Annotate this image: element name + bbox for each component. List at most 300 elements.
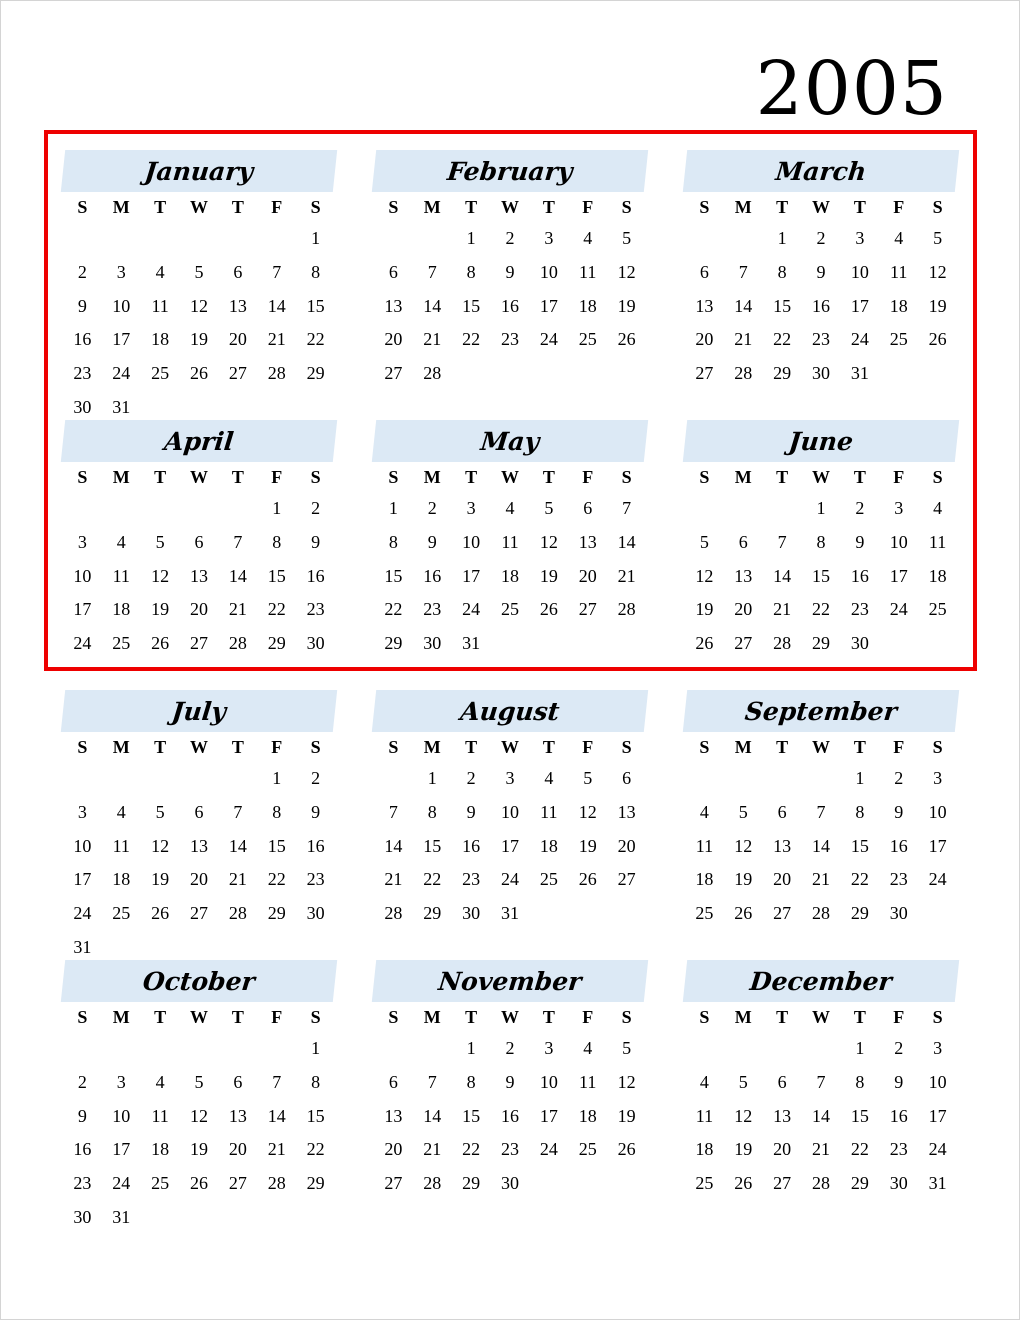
weekday-label: T	[542, 736, 555, 757]
day-9: 9	[427, 532, 437, 553]
weekday-label: S	[699, 466, 710, 487]
day-7: 7	[272, 1072, 282, 1093]
day-5: 5	[155, 802, 165, 823]
day-27: 27	[734, 633, 753, 654]
day-12: 12	[734, 835, 753, 856]
day-7: 7	[427, 1072, 437, 1093]
day-9: 9	[894, 802, 904, 823]
weekday-label: W	[811, 196, 830, 217]
day-2: 2	[466, 768, 476, 789]
day-1: 1	[855, 768, 865, 789]
weekday-label: T	[542, 466, 555, 487]
month-october	[63, 960, 335, 1234]
day-20: 20	[695, 329, 714, 350]
day-30: 30	[73, 396, 92, 417]
day-27: 27	[617, 869, 636, 890]
weekday-label: S	[699, 736, 710, 757]
day-26: 26	[189, 363, 208, 384]
month-name: January	[61, 150, 337, 192]
day-23: 23	[423, 599, 442, 620]
day-7: 7	[622, 498, 632, 519]
weekday-header-row	[685, 462, 957, 492]
day-19: 19	[189, 329, 208, 350]
day-28: 28	[228, 633, 247, 654]
week-row	[374, 863, 646, 897]
week-row	[374, 526, 646, 560]
weekday-label: T	[776, 196, 789, 217]
day-12: 12	[539, 532, 558, 553]
day-4: 4	[155, 262, 165, 283]
weekday-label: W	[500, 196, 519, 217]
day-22: 22	[423, 869, 442, 890]
day-14: 14	[811, 1105, 830, 1126]
day-3: 3	[933, 1038, 943, 1059]
day-21: 21	[423, 329, 442, 350]
week-row	[374, 1133, 646, 1167]
day-24: 24	[112, 1173, 131, 1194]
week-row	[685, 526, 957, 560]
day-12: 12	[189, 1105, 208, 1126]
day-9: 9	[466, 802, 476, 823]
day-9: 9	[855, 532, 865, 553]
day-25: 25	[151, 1173, 170, 1194]
day-16: 16	[73, 329, 92, 350]
day-15: 15	[850, 835, 869, 856]
day-1: 1	[311, 228, 321, 249]
day-13: 13	[384, 1105, 403, 1126]
day-10: 10	[539, 1072, 558, 1093]
week-row	[374, 796, 646, 830]
week-row	[63, 627, 335, 661]
day-4: 4	[583, 1038, 593, 1059]
day-29: 29	[850, 903, 869, 924]
day-22: 22	[267, 869, 286, 890]
day-15: 15	[423, 835, 442, 856]
weekday-label: S	[388, 466, 399, 487]
day-27: 27	[578, 599, 597, 620]
day-28: 28	[811, 903, 830, 924]
weekday-label: M	[423, 1006, 441, 1027]
day-9: 9	[505, 1072, 515, 1093]
week-row	[63, 762, 335, 796]
day-13: 13	[578, 532, 597, 553]
day-27: 27	[189, 903, 208, 924]
weekday-label: W	[189, 736, 208, 757]
day-3: 3	[466, 498, 476, 519]
day-20: 20	[189, 599, 208, 620]
weekday-label: M	[112, 1006, 130, 1027]
day-8: 8	[466, 1072, 476, 1093]
day-23: 23	[73, 363, 92, 384]
weekday-label: T	[154, 196, 167, 217]
day-3: 3	[505, 768, 515, 789]
day-28: 28	[267, 363, 286, 384]
day-8: 8	[272, 802, 282, 823]
day-26: 26	[734, 903, 753, 924]
day-17: 17	[500, 835, 519, 856]
day-19: 19	[151, 599, 170, 620]
day-15: 15	[850, 1105, 869, 1126]
weekday-label: S	[77, 196, 88, 217]
month-name: December	[683, 960, 959, 1002]
day-16: 16	[306, 835, 325, 856]
day-23: 23	[306, 869, 325, 890]
week-row	[63, 1133, 335, 1167]
weekday-label: T	[776, 1006, 789, 1027]
day-3: 3	[116, 262, 126, 283]
weekday-label: S	[699, 196, 710, 217]
day-17: 17	[850, 295, 869, 316]
day-8: 8	[466, 262, 476, 283]
day-4: 4	[505, 498, 515, 519]
weekday-label: F	[582, 1006, 594, 1027]
day-6: 6	[699, 262, 709, 283]
day-2: 2	[77, 1072, 87, 1093]
day-29: 29	[267, 903, 286, 924]
day-4: 4	[699, 1072, 709, 1093]
day-8: 8	[427, 802, 437, 823]
day-26: 26	[189, 1173, 208, 1194]
weekday-label: S	[621, 1006, 632, 1027]
day-31: 31	[462, 633, 481, 654]
day-28: 28	[811, 1173, 830, 1194]
weekday-label: T	[465, 1006, 478, 1027]
day-27: 27	[773, 903, 792, 924]
month-name: February	[372, 150, 648, 192]
week-row	[374, 1099, 646, 1133]
day-6: 6	[233, 1072, 243, 1093]
weekday-header-row	[374, 462, 646, 492]
week-row	[63, 1167, 335, 1201]
weekday-label: S	[388, 736, 399, 757]
week-row	[374, 1167, 646, 1201]
day-12: 12	[151, 565, 170, 586]
day-22: 22	[306, 1139, 325, 1160]
week-row	[685, 1167, 957, 1201]
day-22: 22	[462, 1139, 481, 1160]
day-7: 7	[777, 532, 787, 553]
day-16: 16	[889, 1105, 908, 1126]
day-12: 12	[734, 1105, 753, 1126]
week-row	[63, 526, 335, 560]
week-row	[63, 256, 335, 290]
day-28: 28	[228, 903, 247, 924]
day-25: 25	[151, 363, 170, 384]
day-16: 16	[500, 295, 519, 316]
weekday-label: W	[811, 466, 830, 487]
day-7: 7	[816, 1072, 826, 1093]
day-12: 12	[617, 1072, 636, 1093]
day-9: 9	[311, 532, 321, 553]
weekday-label: T	[465, 736, 478, 757]
day-30: 30	[306, 633, 325, 654]
weekday-header-row	[63, 732, 335, 762]
month-june	[685, 420, 957, 660]
month-march	[685, 150, 957, 390]
weekday-label: S	[932, 736, 943, 757]
day-16: 16	[811, 295, 830, 316]
weekday-label: S	[310, 196, 321, 217]
day-10: 10	[112, 295, 131, 316]
day-5: 5	[583, 768, 593, 789]
weekday-label: M	[423, 196, 441, 217]
day-24: 24	[112, 363, 131, 384]
day-10: 10	[928, 802, 947, 823]
day-3: 3	[77, 532, 87, 553]
week-row	[63, 829, 335, 863]
day-23: 23	[889, 1139, 908, 1160]
week-row	[685, 796, 957, 830]
day-7: 7	[738, 262, 748, 283]
weekday-label: T	[231, 736, 244, 757]
day-26: 26	[928, 329, 947, 350]
week-row	[685, 762, 957, 796]
day-23: 23	[889, 869, 908, 890]
weekday-label: S	[699, 1006, 710, 1027]
month-name: August	[372, 690, 648, 732]
day-14: 14	[423, 295, 442, 316]
day-17: 17	[73, 599, 92, 620]
day-4: 4	[583, 228, 593, 249]
day-23: 23	[73, 1173, 92, 1194]
day-13: 13	[773, 1105, 792, 1126]
day-9: 9	[77, 1105, 87, 1126]
week-row	[374, 289, 646, 323]
day-9: 9	[311, 802, 321, 823]
day-19: 19	[539, 565, 558, 586]
day-12: 12	[928, 262, 947, 283]
weekday-label: T	[231, 196, 244, 217]
day-24: 24	[73, 903, 92, 924]
day-13: 13	[617, 802, 636, 823]
day-6: 6	[233, 262, 243, 283]
day-11: 11	[928, 532, 947, 553]
weekday-label: S	[388, 196, 399, 217]
day-16: 16	[73, 1139, 92, 1160]
day-21: 21	[423, 1139, 442, 1160]
weekday-label: F	[893, 736, 905, 757]
day-21: 21	[811, 1139, 830, 1160]
week-row	[685, 863, 957, 897]
day-18: 18	[578, 1105, 597, 1126]
day-13: 13	[773, 835, 792, 856]
week-row	[63, 897, 335, 931]
week-row	[685, 627, 957, 661]
day-10: 10	[462, 532, 481, 553]
day-3: 3	[544, 228, 554, 249]
day-29: 29	[306, 363, 325, 384]
day-9: 9	[816, 262, 826, 283]
day-23: 23	[306, 599, 325, 620]
month-name: April	[61, 420, 337, 462]
week-row	[685, 357, 957, 391]
weekday-label: T	[465, 466, 478, 487]
day-11: 11	[695, 1105, 714, 1126]
month-name: May	[372, 420, 648, 462]
weekday-header-row	[374, 192, 646, 222]
day-24: 24	[500, 869, 519, 890]
day-3: 3	[855, 228, 865, 249]
day-28: 28	[423, 363, 442, 384]
day-30: 30	[462, 903, 481, 924]
weekday-label: T	[853, 466, 866, 487]
day-26: 26	[617, 1139, 636, 1160]
day-4: 4	[933, 498, 943, 519]
day-15: 15	[773, 295, 792, 316]
week-row	[63, 357, 335, 391]
week-row	[63, 796, 335, 830]
day-4: 4	[699, 802, 709, 823]
week-row	[685, 1133, 957, 1167]
day-15: 15	[306, 295, 325, 316]
day-5: 5	[155, 532, 165, 553]
day-30: 30	[850, 633, 869, 654]
day-13: 13	[189, 835, 208, 856]
day-1: 1	[272, 498, 282, 519]
day-24: 24	[928, 1139, 947, 1160]
day-26: 26	[734, 1173, 753, 1194]
weekday-label: S	[310, 1006, 321, 1027]
day-27: 27	[695, 363, 714, 384]
day-29: 29	[773, 363, 792, 384]
weekday-label: M	[112, 466, 130, 487]
week-row	[374, 323, 646, 357]
day-24: 24	[889, 599, 908, 620]
day-8: 8	[855, 1072, 865, 1093]
month-august	[374, 690, 646, 930]
day-14: 14	[267, 1105, 286, 1126]
day-23: 23	[811, 329, 830, 350]
week-row	[374, 762, 646, 796]
day-7: 7	[816, 802, 826, 823]
day-26: 26	[539, 599, 558, 620]
day-12: 12	[695, 565, 714, 586]
day-10: 10	[850, 262, 869, 283]
day-29: 29	[850, 1173, 869, 1194]
day-11: 11	[579, 262, 597, 283]
day-22: 22	[306, 329, 325, 350]
day-13: 13	[228, 295, 247, 316]
day-5: 5	[194, 1072, 204, 1093]
day-28: 28	[384, 903, 403, 924]
weekday-label: S	[77, 736, 88, 757]
weekday-label: T	[542, 196, 555, 217]
day-16: 16	[889, 835, 908, 856]
weekday-label: F	[271, 1006, 283, 1027]
day-21: 21	[811, 869, 830, 890]
day-31: 31	[73, 936, 92, 957]
day-24: 24	[539, 329, 558, 350]
week-row	[63, 492, 335, 526]
day-29: 29	[306, 1173, 325, 1194]
day-7: 7	[272, 262, 282, 283]
day-17: 17	[889, 565, 908, 586]
month-name: July	[61, 690, 337, 732]
month-name: November	[372, 960, 648, 1002]
weekday-header-row	[63, 192, 335, 222]
week-row	[63, 323, 335, 357]
weekday-label: S	[932, 466, 943, 487]
day-19: 19	[928, 295, 947, 316]
day-12: 12	[151, 835, 170, 856]
week-row	[63, 593, 335, 627]
day-8: 8	[816, 532, 826, 553]
weekday-label: M	[423, 466, 441, 487]
day-18: 18	[695, 869, 714, 890]
day-14: 14	[617, 532, 636, 553]
month-april	[63, 420, 335, 660]
weekday-label: T	[776, 736, 789, 757]
day-23: 23	[500, 329, 519, 350]
day-18: 18	[112, 599, 131, 620]
day-29: 29	[462, 1173, 481, 1194]
week-row	[685, 829, 957, 863]
weekday-label: S	[388, 1006, 399, 1027]
day-10: 10	[889, 532, 908, 553]
week-row	[685, 323, 957, 357]
week-row	[63, 289, 335, 323]
week-row	[374, 829, 646, 863]
month-july	[63, 690, 335, 964]
weekday-label: M	[734, 196, 752, 217]
weekday-label: W	[500, 466, 519, 487]
day-3: 3	[933, 768, 943, 789]
day-7: 7	[233, 532, 243, 553]
month-name: October	[61, 960, 337, 1002]
day-5: 5	[194, 262, 204, 283]
day-14: 14	[734, 295, 753, 316]
weekday-label: F	[582, 196, 594, 217]
day-10: 10	[112, 1105, 131, 1126]
day-22: 22	[462, 329, 481, 350]
day-18: 18	[112, 869, 131, 890]
day-20: 20	[228, 329, 247, 350]
day-18: 18	[500, 565, 519, 586]
weekday-label: S	[77, 1006, 88, 1027]
day-21: 21	[617, 565, 636, 586]
day-6: 6	[583, 498, 593, 519]
day-3: 3	[116, 1072, 126, 1093]
day-22: 22	[811, 599, 830, 620]
day-29: 29	[267, 633, 286, 654]
week-row	[63, 1099, 335, 1133]
weekday-label: W	[500, 736, 519, 757]
weekday-label: S	[932, 1006, 943, 1027]
weekday-label: F	[271, 736, 283, 757]
day-21: 21	[773, 599, 792, 620]
day-18: 18	[539, 835, 558, 856]
month-name: September	[683, 690, 959, 732]
day-23: 23	[850, 599, 869, 620]
weekday-label: T	[231, 1006, 244, 1027]
day-27: 27	[228, 1173, 247, 1194]
month-january	[63, 150, 335, 424]
weekday-label: S	[621, 466, 632, 487]
weekday-label: M	[734, 1006, 752, 1027]
day-30: 30	[889, 903, 908, 924]
month-february	[374, 150, 646, 390]
day-8: 8	[777, 262, 787, 283]
day-10: 10	[73, 565, 92, 586]
day-22: 22	[773, 329, 792, 350]
day-4: 4	[544, 768, 554, 789]
day-11: 11	[501, 532, 519, 553]
day-14: 14	[384, 835, 403, 856]
day-7: 7	[233, 802, 243, 823]
weekday-header-row	[685, 1002, 957, 1032]
day-15: 15	[462, 295, 481, 316]
day-28: 28	[423, 1173, 442, 1194]
